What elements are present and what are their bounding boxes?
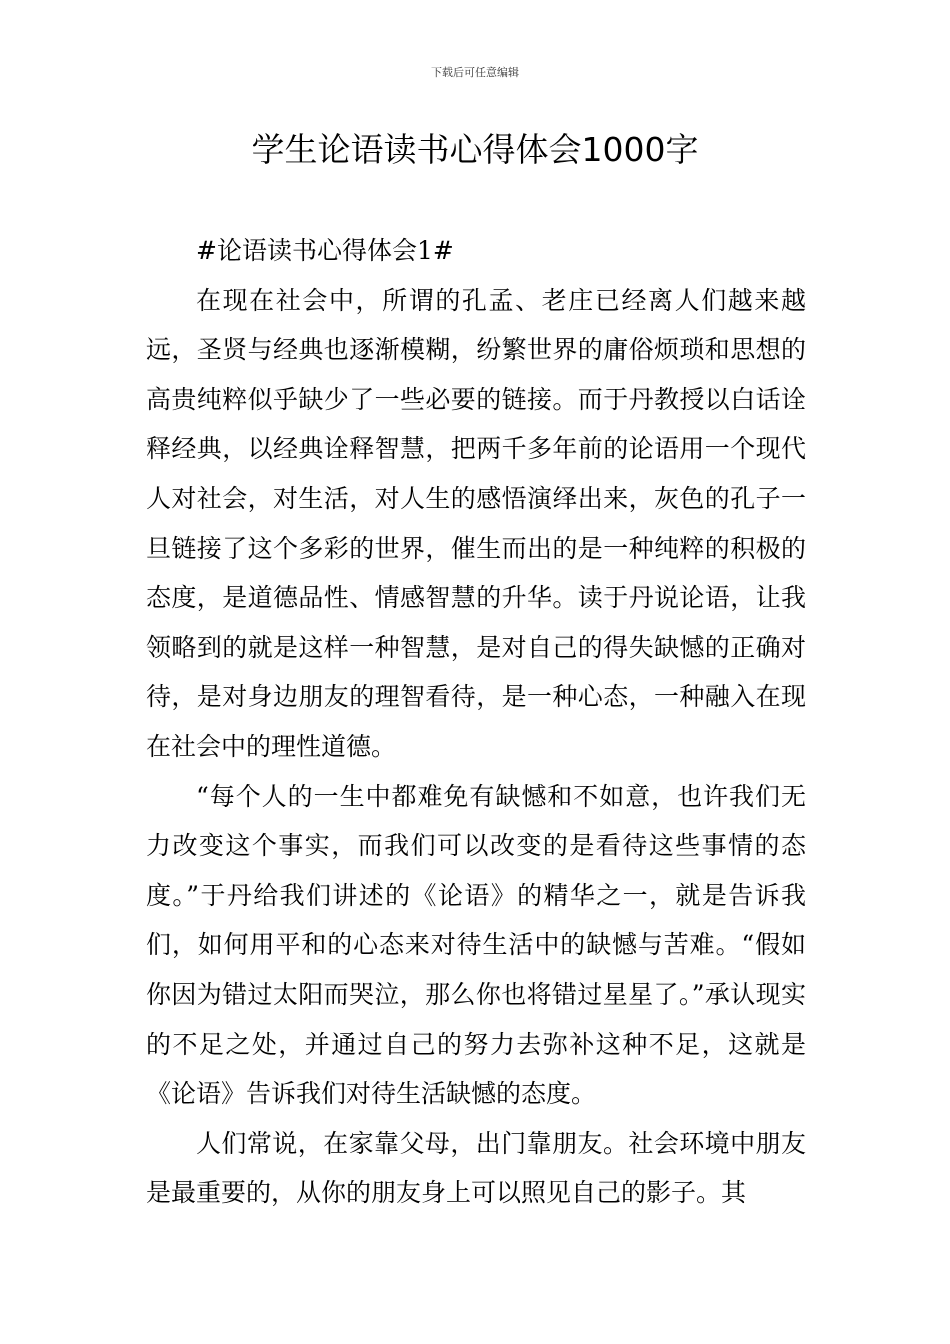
paragraph: “每个人的一生中都难免有缺憾和不如意，也许我们无力改变这个事实，而我们可以改变的是看待这些事情的态度。”于丹给我们讲述的《论语》的精华之一，就是告诉我们，如何用平和的心态来对待生活中的缺憾与苦难。“假如你因为错过太阳而哭泣，那么你也将错过星星了。”承认现实的不足之处，并通过自己的努力去弥补这种不足，这就是《论语》告诉我们对待生活缺憾的态度。 <box>146 781 806 1109</box>
section-heading: #论语读书心得体会1# <box>196 236 454 265</box>
paragraph: 在现在社会中，所谓的孔孟、老庄已经离人们越来越远，圣贤与经典也逐渐模糊，纷繁世界的庸俗烦琐和思想的高贵纯粹似乎缺少了一些必要的链接。而于丹教授以白话诠释经典，以经典诠释智慧，把两千多年前的论语用一个现代人对社会，对生活，对人生的感悟演绎出来，灰色的孔子一旦链接了这个多彩的世界，催生而出的是一种纯粹的积极的态度，是道德品性、情感智慧的升华。读于丹说论语，让我领略到的就是这样一种智慧，是对自己的得失缺憾的正确对待，是对身边朋友的理智看待，是一种心态，一种融入在现在社会中的理性道德。 <box>146 285 806 761</box>
page-title: 学生论语读书心得体会1000字 <box>251 130 699 169</box>
paragraph: 人们常说，在家靠父母，出门靠朋友。社会环境中朋友是最重要的，从你的朋友身上可以照见自己的影子。其 <box>146 1128 806 1208</box>
document-body <box>146 226 806 1218</box>
header-note: 下载后可任意编辑 <box>431 66 519 79</box>
